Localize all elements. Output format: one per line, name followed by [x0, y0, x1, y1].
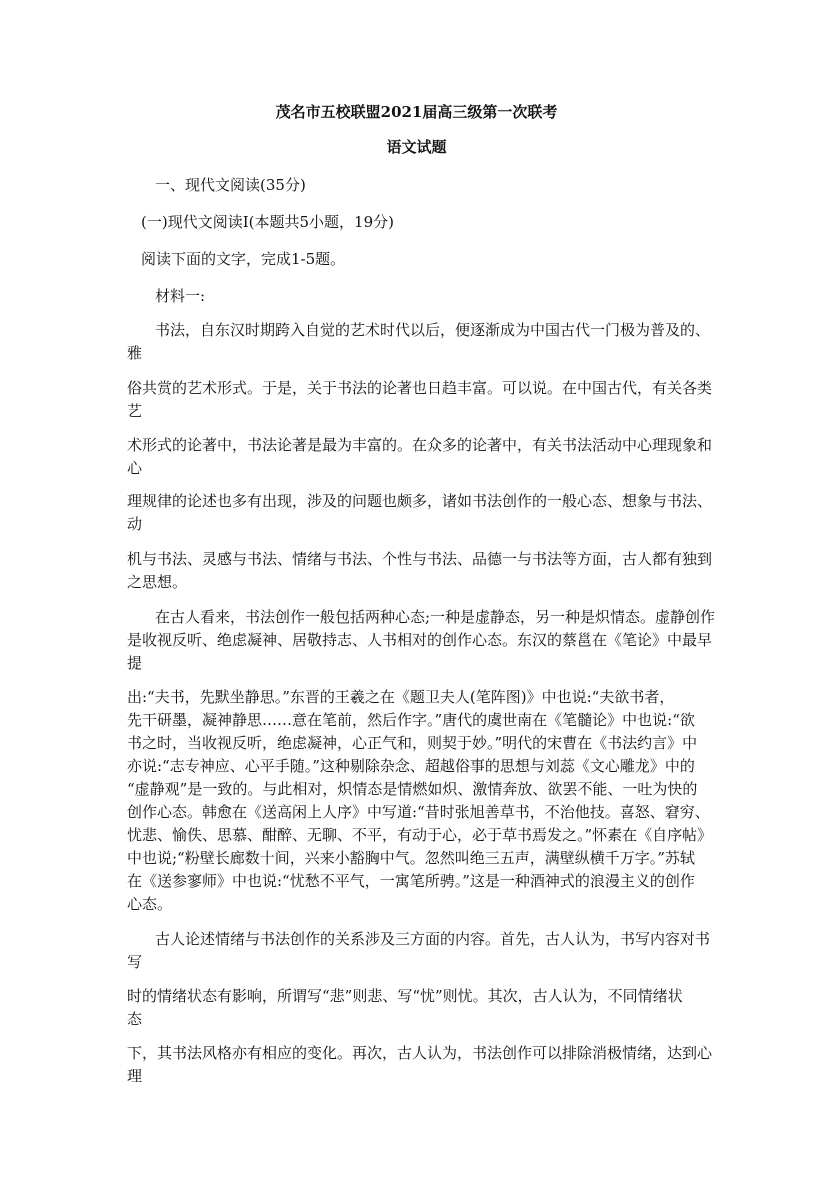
paragraph-line: “虚静观”是一致的。与此相对，炽情态是情燃如炽、激情奔放、欲罢不能、一吐为快的	[127, 780, 698, 798]
paragraph-line: 古人论述情绪与书法创作的关系涉及三方面的内容。首先，古人认为，书写内容对书	[155, 930, 711, 948]
subsection-heading: (一)现代文阅读Ⅰ(本题共5小题，19分)	[141, 213, 394, 231]
paragraph-line: 中也说;“粉壁长廊数十间，兴来小豁胸中气。忽然叫绝三五声，满壁纵横千万字。”苏轼	[127, 849, 695, 867]
paragraph-line: 雅	[127, 344, 143, 362]
paragraph-line: 亦说:“志专神应、心平手随。”这种剔除杂念、超越俗事的思想与刘蕊《文心雕龙》中的	[127, 757, 695, 775]
document-subtitle: 语文试题	[386, 138, 447, 156]
paragraph-line: 创作心态。韩愈在《送高闲上人序》中写道:“昔时张旭善草书，不治他技。喜怒、窘穷、	[127, 803, 710, 821]
paragraph-line: 在《送参寥师》中也说:“忧愁不平气，一寓笔所骋。”这是一种酒神式的浪漫主义的创作	[127, 872, 695, 890]
paragraph-line: 忧悲、愉佚、思慕、酣醉、无聊、不平，有动于心，必于草书焉发之。”怀素在《自序帖》	[127, 826, 713, 844]
paragraph-line: 出:“夫书，先默坐静思。”东晋的王羲之在《题卫夫人(笔阵图)》中也说:“夫欲书者，	[127, 688, 675, 706]
paragraph-line: 理规律的论述也多有出现，涉及的问题也颇多，诸如书法创作的一般心态、想象与书法、	[127, 492, 713, 510]
paragraph-line: 心态。	[127, 895, 173, 913]
paragraph-line: 艺	[127, 402, 143, 420]
paragraph-line: 之思想。	[127, 573, 188, 591]
paragraph-line: 术形式的论著中，书法论著是最为丰富的。在众多的论著中，有关书法活动中心理现象和	[127, 436, 713, 454]
paragraph-line: 理	[127, 1067, 143, 1085]
material-label: 材料一:	[155, 287, 206, 305]
paragraph-line: 书之时，当收视反听，绝虑凝神，心正气和，则契于妙。”明代的宋曹在《书法约言》中	[127, 734, 698, 752]
section-heading: 一、现代文阅读(35分)	[155, 176, 306, 194]
paragraph-line: 先干研墨，凝神静思……意在笔前，然后作字。”唐代的虞世南在《笔髓论》中也说:“欲	[127, 711, 695, 729]
paragraph-line: 机与书法、灵感与书法、情绪与书法、个性与书法、品德一与书法等方面，古人都有独到	[127, 550, 713, 568]
paragraph-line: 心	[127, 459, 143, 477]
paragraph-line: 时的情绪状态有影响，所谓写“悲”则悲、写“忧”则忧。其次，古人认为，不同情绪状	[127, 987, 683, 1005]
paragraph-line: 动	[127, 515, 143, 533]
paragraph-line: 提	[127, 654, 143, 672]
paragraph-line: 下，其书法风格亦有相应的变化。再次，古人认为，书法创作可以排除消极情绪，达到心	[127, 1044, 713, 1062]
paragraph-line: 是收视反听、绝虑凝神、居敬持志、人书相对的创作心态。东汉的蔡邕在《笔论》中最早	[127, 631, 713, 649]
paragraph-line: 书法，自东汉时期跨入自觉的艺术时代以后，便逐渐成为中国古代一门极为普及的、	[155, 321, 711, 339]
paragraph-line: 俗共赏的艺术形式。于是，关于书法的论著也日趋丰富。可以说。在中国古代，有关各类	[127, 379, 713, 397]
paragraph-line: 写	[127, 953, 143, 971]
document-title: 茂名市五校联盟2021届高三级第一次联考	[275, 103, 558, 121]
paragraph-line: 态	[127, 1010, 143, 1028]
paragraph-line: 在古人看来，书法创作一般包括两种心态;一种是虚静态，另一种是炽情态。虚静创作	[155, 608, 716, 626]
instruction-text: 阅读下面的文字，完成1-5题。	[141, 250, 346, 268]
